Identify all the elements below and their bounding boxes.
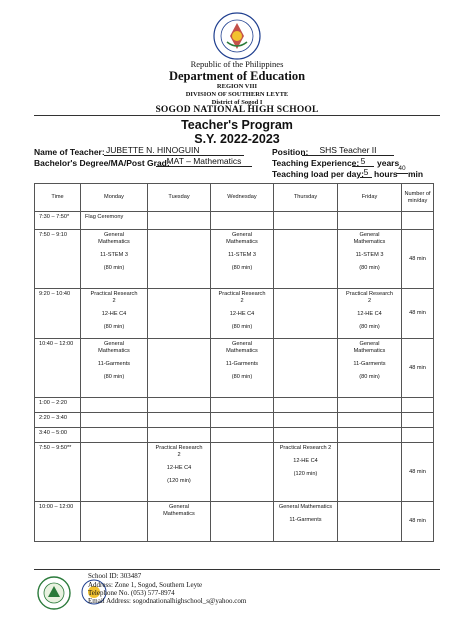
schedule-row [35, 398, 434, 413]
schedule-row [35, 502, 434, 542]
cell-text: 12-HE C4 [101, 310, 127, 317]
cell-text: 11-STEM 3 [355, 251, 384, 258]
footer-telephone: Telephone No. (053) 577-8974 [88, 589, 175, 597]
class-cell-tuesday [148, 428, 211, 443]
degree-value: MAT – Mathematics [156, 157, 252, 167]
time-cell: 1:00 – 2:20 [35, 398, 81, 413]
header-friday: Friday [338, 184, 402, 212]
experience-unit: years [377, 158, 400, 168]
cell-text: 12-HE C4 [293, 457, 318, 464]
class-cell-friday [338, 289, 402, 339]
region-line: REGION VIII [216, 83, 258, 90]
experience-value: 5 [352, 157, 374, 167]
cell-text: (80 min) [103, 264, 125, 271]
cell-text: General [169, 504, 189, 510]
cell-text: 11-STEM 3 [228, 251, 256, 258]
header-minutes: Number of min/day [402, 184, 434, 212]
load-min-value: 40 [396, 166, 408, 174]
cell-text: 12-HE C4 [357, 310, 382, 317]
class-cell-wednesday [211, 212, 274, 230]
schedule-table [34, 183, 434, 542]
department-line: Department of Education [168, 69, 306, 83]
class-cell-thursday [274, 502, 338, 542]
class-cell-wednesday [211, 230, 274, 289]
class-cell-wednesday [211, 428, 274, 443]
minutes-cell: 48 min [402, 289, 434, 339]
cell-text: 2 [112, 297, 116, 304]
time-cell: 2:20 – 3:40 [35, 413, 81, 428]
position-label: Position: [272, 147, 309, 157]
class-cell-monday [81, 339, 148, 398]
cell-text: 11-Garments [353, 360, 386, 367]
class-cell-friday [338, 413, 402, 428]
class-cell-friday [338, 428, 402, 443]
footer-school-id: School ID: 303487 [88, 572, 142, 580]
school-logo [36, 575, 72, 611]
footer-divider [34, 569, 440, 570]
class-cell-thursday [274, 289, 338, 339]
cell-text: (120 min) [167, 477, 191, 484]
experience-label: Teaching Experience: [272, 158, 360, 168]
cell-text: Mathematics [226, 238, 258, 245]
cell-text: Practical Research 2 [279, 445, 332, 451]
class-cell-thursday [274, 230, 338, 289]
class-cell-monday [81, 398, 148, 413]
class-cell-thursday [274, 339, 338, 398]
minutes-cell: 48 min [402, 339, 434, 398]
cell-text: 11-Garments [225, 360, 259, 367]
class-cell-tuesday [148, 289, 211, 339]
header-divider [34, 115, 440, 116]
cell-text: Flag Ceremony [85, 214, 124, 220]
class-cell-wednesday [211, 339, 274, 398]
header-thursday: Thursday [274, 184, 338, 212]
teacher-name-value: JUBETTE N. HINOGUIN [104, 146, 244, 156]
division-line: DIVISION OF SOUTHERN LEYTE [185, 91, 289, 98]
cell-text: Practical Research [155, 445, 203, 451]
time-cell: 7:30 – 7:50* [35, 212, 81, 230]
load-hours-value: 5 [360, 168, 372, 178]
cell-text: 11-Garments [289, 516, 322, 523]
cell-text: Mathematics [98, 238, 130, 245]
cell-text: 12-HE C4 [229, 310, 255, 317]
cell-text: Practical Research [346, 291, 393, 297]
class-cell-monday [81, 413, 148, 428]
schedule-body [35, 212, 434, 542]
class-cell-wednesday [211, 413, 274, 428]
header-wednesday: Wednesday [211, 184, 274, 212]
class-cell-friday [338, 443, 402, 502]
class-cell-thursday [274, 443, 338, 502]
load-min-unit: min [408, 169, 424, 179]
time-cell: 7:50 – 9:10 [35, 230, 81, 289]
document-title: Teacher's Program [181, 118, 293, 132]
cell-text: (80 min) [231, 264, 253, 271]
header-monday: Monday [81, 184, 148, 212]
cell-text: Mathematics [353, 238, 386, 245]
class-cell-tuesday [148, 502, 211, 542]
schedule-row [35, 230, 434, 289]
time-cell: 7:50 – 9:50** [35, 443, 81, 502]
class-cell-tuesday [148, 443, 211, 502]
class-cell-wednesday [211, 289, 274, 339]
school-year: S.Y. 2022-2023 [194, 132, 280, 146]
header-tuesday: Tuesday [148, 184, 211, 212]
class-cell-wednesday [211, 502, 274, 542]
cell-text: Mathematics [353, 347, 386, 354]
cell-text: 2 [240, 297, 244, 304]
cell-text: (80 min) [231, 323, 253, 330]
class-cell-friday [338, 339, 402, 398]
class-cell-tuesday [148, 230, 211, 289]
cell-text: Practical Research [218, 291, 266, 297]
header-time: Time [35, 184, 81, 212]
class-cell-tuesday [148, 398, 211, 413]
class-cell-monday [81, 212, 148, 230]
cell-text: 11-Garments [97, 360, 131, 367]
schedule-row [35, 339, 434, 398]
cell-text: (80 min) [359, 373, 380, 380]
class-cell-monday [81, 428, 148, 443]
time-cell: 9:20 – 10:40 [35, 289, 81, 339]
cell-text: Mathematics [226, 347, 258, 354]
class-cell-thursday [274, 212, 338, 230]
time-cell: 3:40 – 5:00 [35, 428, 81, 443]
class-cell-thursday [274, 428, 338, 443]
minutes-cell [402, 428, 434, 443]
cell-text: (80 min) [359, 323, 380, 330]
school-name: SOGOD NATIONAL HIGH SCHOOL [155, 105, 319, 115]
minutes-cell [402, 212, 434, 230]
class-cell-friday [338, 398, 402, 413]
cell-text: General [104, 232, 124, 238]
class-cell-wednesday [211, 398, 274, 413]
cell-text: 2 [367, 297, 372, 304]
minutes-cell: 48 min [402, 230, 434, 289]
minutes-cell: 48 min [402, 502, 434, 542]
schedule-row [35, 289, 434, 339]
cell-text: General [104, 341, 124, 347]
cell-text: (80 min) [103, 323, 125, 330]
class-cell-friday [338, 212, 402, 230]
class-cell-monday [81, 502, 148, 542]
cell-text: Mathematics [163, 510, 195, 517]
class-cell-tuesday [148, 339, 211, 398]
cell-text: 11-STEM 3 [100, 251, 128, 258]
cell-text: General Mathematics [278, 504, 333, 510]
schedule-row [35, 212, 434, 230]
schedule-row [35, 428, 434, 443]
load-hours-unit: hours [374, 169, 398, 179]
deped-seal [213, 12, 261, 60]
class-cell-monday [81, 289, 148, 339]
cell-text: 2 [177, 451, 181, 458]
minutes-cell [402, 413, 434, 428]
cell-text: (80 min) [231, 373, 253, 380]
load-label: Teaching load per day: [272, 169, 364, 179]
class-cell-tuesday [148, 212, 211, 230]
cell-text: Practical Research [90, 291, 138, 297]
footer-email: Email Address: sogodnationalhighschool_s@yahoo.com [88, 597, 247, 605]
minutes-cell [402, 398, 434, 413]
time-cell: 10:00 – 12:00 [35, 502, 81, 542]
cell-text: (120 min) [293, 470, 318, 477]
cell-text: (80 min) [359, 264, 380, 271]
degree-label: Bachelor's Degree/MA/Post Grad: [34, 158, 170, 168]
cell-text: (80 min) [103, 373, 125, 380]
cell-text: Mathematics [98, 347, 130, 354]
class-cell-friday [338, 230, 402, 289]
schedule-row [35, 443, 434, 502]
cell-text: General [359, 341, 380, 347]
district-line: District of Sogod I [211, 99, 263, 106]
class-cell-monday [81, 230, 148, 289]
class-cell-wednesday [211, 443, 274, 502]
schedule-header-row [35, 184, 434, 212]
time-cell: 10:40 – 12:00 [35, 339, 81, 398]
cell-text: General [232, 341, 252, 347]
name-label: Name of Teacher: [34, 147, 105, 157]
position-value: SHS Teacher II [302, 146, 394, 156]
class-cell-tuesday [148, 413, 211, 428]
cell-text: 12-HE C4 [166, 464, 192, 471]
cell-text: General [359, 232, 380, 238]
cell-text: General [232, 232, 252, 238]
minutes-cell: 48 min [402, 443, 434, 502]
class-cell-friday [338, 502, 402, 542]
schedule-row [35, 413, 434, 428]
class-cell-thursday [274, 398, 338, 413]
class-cell-monday [81, 443, 148, 502]
footer-address: Address: Zone 1, Sogod, Southern Leyte [88, 581, 203, 589]
class-cell-thursday [274, 413, 338, 428]
republic-line: Republic of the Philippines [190, 59, 284, 69]
